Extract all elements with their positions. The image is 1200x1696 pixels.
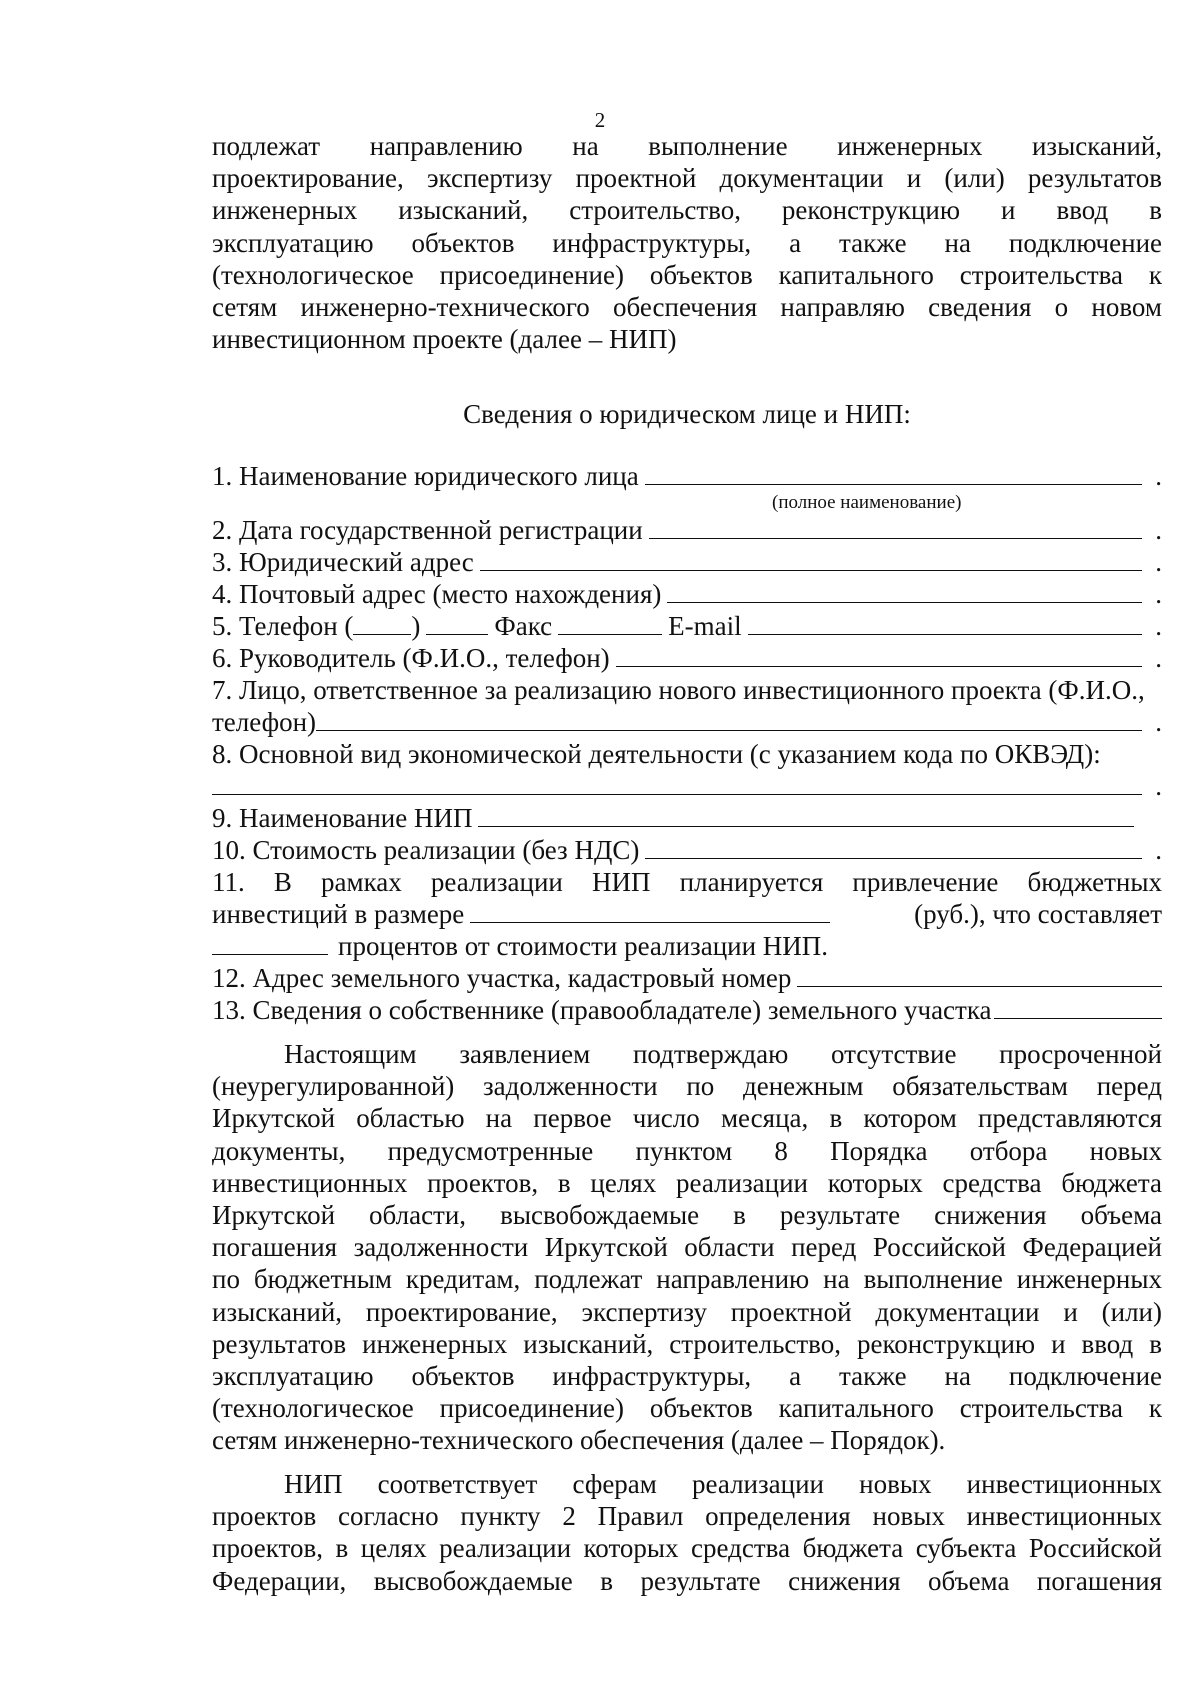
budget-amount-line[interactable]: [470, 900, 830, 923]
legal-address-line[interactable]: [480, 548, 1142, 571]
field-cost: [212, 834, 1162, 866]
phone-line[interactable]: [426, 612, 488, 635]
field-label: 10. Стоимость реализации (без НДС): [212, 835, 640, 865]
para-line: инвестиционных проектов, в целях реализации которых средства бюджета: [212, 1167, 1162, 1198]
section-title: Сведения о юридическом лице и НИП:: [463, 399, 911, 429]
field-dot: .: [1155, 515, 1162, 545]
field-label: 7. Лицо, ответственное за реализацию нового инвестиционного проекта (Ф.И.О.,: [212, 675, 1145, 705]
intro-line: подлежат направлению на выполнение инженерных изысканий,: [212, 131, 1162, 161]
budget-percent-line[interactable]: [212, 932, 328, 955]
land-address-line[interactable]: [797, 964, 1162, 987]
field-legal-address: [212, 546, 1162, 578]
field-dot: .: [1155, 707, 1162, 737]
para-line: изысканий, проектирование, экспертизу проектной документации и (или): [212, 1296, 1162, 1327]
field-dot: .: [1155, 547, 1162, 577]
field-land-owner: [212, 994, 1162, 1026]
field-label: Факс: [494, 611, 553, 641]
para-line: Иркутской области, высвобождаемые в результате снижения объема: [212, 1200, 1162, 1231]
field-dot: .: [1155, 771, 1162, 801]
field-responsible-l1: [212, 674, 1162, 706]
para-line: проектов согласно пункту 2 Правил определения новых инвестиционных: [212, 1501, 1162, 1532]
field-project-name: [212, 802, 1162, 834]
page-number: 2: [594, 108, 606, 132]
field-label: 2. Дата государственной регистрации: [212, 515, 643, 545]
director-line[interactable]: [616, 644, 1142, 667]
para-line: документы, предусмотренные пунктом 8 Порядка отбора новых: [212, 1135, 1162, 1166]
field-label: E-mail: [668, 611, 742, 641]
cost-line[interactable]: [645, 836, 1142, 859]
field-postal-address: [212, 578, 1162, 610]
intro-line: инвестиционном проекте (далее – НИП): [212, 324, 677, 355]
para-line: погашения задолженности Иркутской области перед Российской Федерацией: [212, 1232, 1162, 1263]
field-dot: .: [1155, 643, 1162, 673]
para-line: результатов инженерных изысканий, строительство, реконструкцию и ввод в: [212, 1328, 1162, 1359]
field-dot: .: [1155, 835, 1162, 865]
land-owner-line[interactable]: [994, 996, 1162, 1019]
field-label: 1. Наименование юридического лица: [212, 461, 639, 491]
email-line[interactable]: [748, 612, 1142, 635]
para-line: сетям инженерно-технического обеспечения (далее – Порядок).: [212, 1425, 946, 1456]
field-budget-l2: [212, 898, 1162, 930]
form-fields: [212, 460, 1162, 1026]
field-legal-name: [212, 460, 1162, 492]
field-label: 13. Сведения о собственнике (правообладателе) земельного участка: [212, 995, 992, 1026]
field-budget-l1: 11. В рамках реализации НИП планируется привлечение бюджетных: [212, 867, 1162, 897]
field-dot: .: [1155, 579, 1162, 609]
field-label: (руб.), что составляет: [914, 899, 1162, 930]
field-label: процентов от стоимости реализации НИП.: [338, 931, 829, 962]
field-dot: .: [1155, 611, 1162, 641]
registration-date-line[interactable]: [649, 516, 1142, 539]
field-dot: .: [1155, 461, 1162, 491]
field-label: инвестиций в размере: [212, 899, 465, 930]
para-line: проектов, в целях реализации которых средства бюджета субъекта Российской: [212, 1533, 1162, 1564]
postal-address-line[interactable]: [667, 580, 1142, 603]
field-director: [212, 642, 1162, 674]
intro-line: (технологическое присоединение) объектов капитального строительства к: [212, 259, 1162, 290]
compliance-paragraph: [212, 1468, 1162, 1597]
field-label: 9. Наименование НИП: [212, 803, 473, 833]
para-line: Настоящим заявлением подтверждаю отсутствие просроченной: [284, 1039, 1162, 1069]
intro-paragraph: [212, 130, 1162, 355]
para-line: НИП соответствует сферам реализации новых инвестиционных: [284, 1469, 1162, 1499]
field-okved-line: [212, 770, 1162, 802]
para-line: Иркутской областью на первое число месяца, в котором представляются: [212, 1103, 1162, 1134]
declaration-paragraph: [212, 1038, 1162, 1457]
field-phone-fax-email: [212, 610, 1162, 642]
field-okved: [212, 738, 1162, 770]
intro-line: сетям инженерно-технического обеспечения направляю сведения о новом: [212, 292, 1162, 323]
field-land-address: [212, 962, 1162, 994]
responsible-line[interactable]: [316, 708, 1142, 731]
field-label: 12. Адрес земельного участка, кадастровый номер: [212, 963, 792, 994]
para-line: (технологическое присоединение) объектов капитального строительства к: [212, 1393, 1162, 1424]
field-label: 3. Юридический адрес: [212, 547, 474, 577]
project-name-line[interactable]: [478, 804, 1134, 827]
intro-line: проектирование, экспертизу проектной документации и (или) результатов: [212, 163, 1162, 194]
legal-name-line[interactable]: [645, 462, 1142, 485]
intro-line: эксплуатацию объектов инфраструктуры, а также на подключение: [212, 227, 1162, 258]
legal-name-hint: (полное наименование): [772, 492, 962, 513]
intro-line: инженерных изысканий, строительство, реконструкцию и ввод в: [212, 195, 1162, 226]
field-label: ): [411, 611, 421, 641]
field-label: 8. Основной вид экономической деятельности (с указанием кода по ОКВЭД):: [212, 739, 1101, 769]
field-budget-l3: [212, 930, 1162, 962]
field-registration-date: [212, 514, 1162, 546]
para-line: (неурегулированной) задолженности по денежным обязательствам перед: [212, 1071, 1162, 1102]
para-line: Федерации, высвобождаемые в результате снижения объема погашения: [212, 1565, 1162, 1596]
okved-line[interactable]: [212, 772, 1142, 795]
fax-line[interactable]: [558, 612, 662, 635]
field-label: 5. Телефон (: [212, 611, 354, 641]
field-label: телефон): [212, 707, 317, 737]
para-line: эксплуатацию объектов инфраструктуры, а также на подключение: [212, 1361, 1162, 1392]
field-label: 4. Почтовый адрес (место нахождения): [212, 579, 662, 609]
field-responsible-l2: [212, 706, 1162, 738]
para-line: по бюджетным кредитам, подлежат направлению на выполнение инженерных: [212, 1264, 1162, 1295]
field-label: 6. Руководитель (Ф.И.О., телефон): [212, 643, 610, 673]
phone-code-line[interactable]: [353, 612, 411, 635]
